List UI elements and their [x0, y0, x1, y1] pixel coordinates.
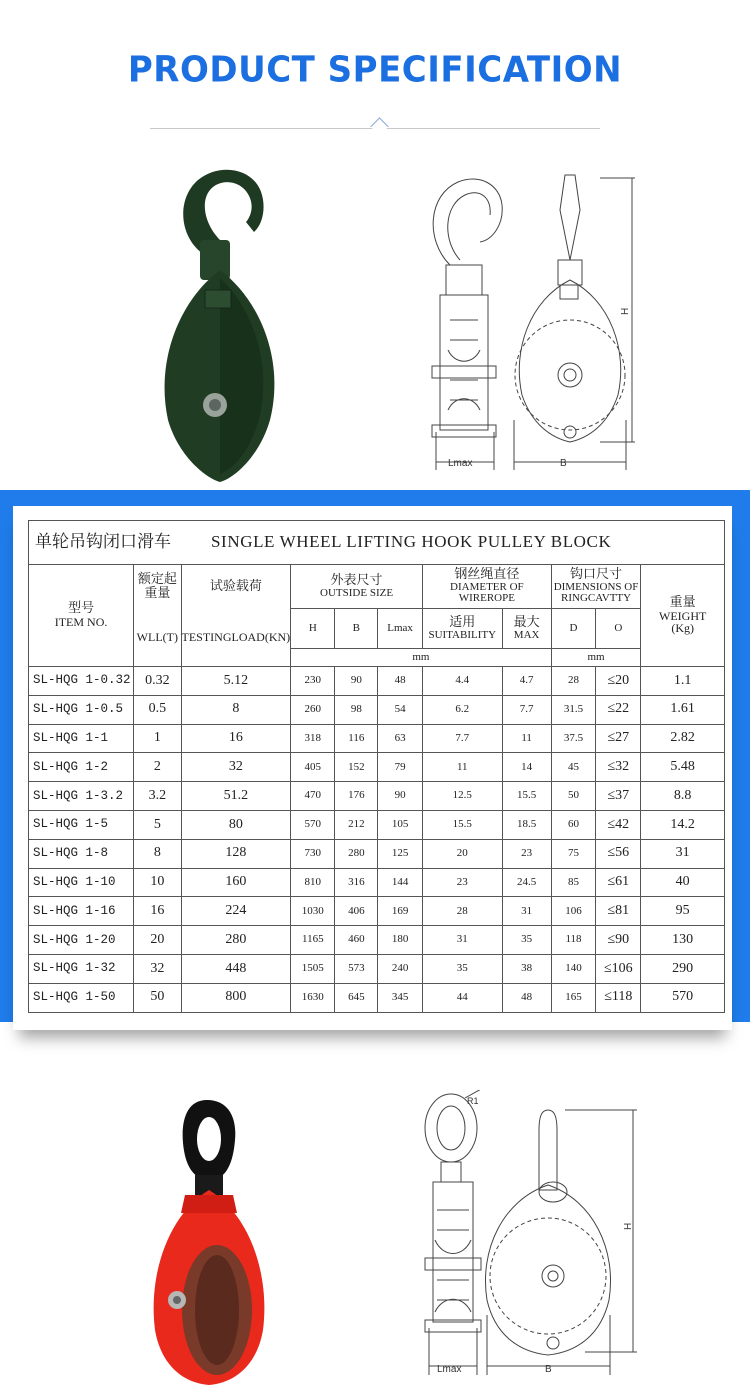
cell-d: 50: [551, 782, 596, 811]
cell-lmax: 144: [378, 868, 423, 897]
cell-suit: 15.5: [422, 810, 502, 839]
cell-suit: 20: [422, 839, 502, 868]
cell-b: 116: [335, 724, 378, 753]
cell-test: 51.2: [181, 782, 291, 811]
cell-h: 730: [291, 839, 335, 868]
cell-d: 85: [551, 868, 596, 897]
cell-weight: 290: [641, 954, 725, 983]
cell-suit: 31: [422, 926, 502, 955]
cell-h: 810: [291, 868, 335, 897]
header-wll-en: WLL(T): [134, 609, 181, 667]
table-row: [29, 868, 725, 897]
cell-max: 14: [502, 753, 551, 782]
cell-weight: 1.61: [641, 695, 725, 724]
r1-label: R1: [467, 1096, 479, 1106]
cell-b: 573: [335, 954, 378, 983]
h-label-top: H: [620, 307, 631, 315]
cell-suit: 28: [422, 897, 502, 926]
cell-max: 23: [502, 839, 551, 868]
cell-item: SL-HQG 1-2: [29, 753, 134, 782]
cell-b: 280: [335, 839, 378, 868]
header-item-cn: 型号: [68, 601, 95, 617]
header-wll-cn: 额定起重量: [134, 565, 181, 609]
hook-pulley-photo-green: [150, 160, 290, 485]
cell-o: ≤90: [596, 926, 641, 955]
header-suitability: 适用 SUITABILITY: [422, 609, 502, 649]
cell-wll: 0.32: [134, 667, 181, 696]
cell-test: 80: [181, 810, 291, 839]
header-test-en: TESTINGLOAD(KN): [181, 609, 291, 667]
cell-lmax: 345: [378, 983, 423, 1012]
header-max: 最大 MAX: [502, 609, 551, 649]
cell-d: 60: [551, 810, 596, 839]
cell-max: 48: [502, 983, 551, 1012]
cell-max: 11: [502, 724, 551, 753]
table-row: [29, 724, 725, 753]
header-item-en: ITEM NO.: [54, 615, 108, 630]
title-divider-notch: [370, 117, 388, 135]
cell-d: 140: [551, 954, 596, 983]
cell-wll: 1: [134, 724, 181, 753]
table-row: [29, 983, 725, 1012]
cell-lmax: 125: [378, 839, 423, 868]
cell-test: 160: [181, 868, 291, 897]
cell-h: 260: [291, 695, 335, 724]
cell-o: ≤118: [596, 983, 641, 1012]
cell-test: 32: [181, 753, 291, 782]
cell-wll: 16: [134, 897, 181, 926]
cell-suit: 6.2: [422, 695, 502, 724]
header-rope: 钢丝绳直径 DIAMETER OF WIREROPE: [422, 565, 551, 609]
cell-b: 406: [335, 897, 378, 926]
cell-b: 98: [335, 695, 378, 724]
cell-h: 470: [291, 782, 335, 811]
cell-wll: 5: [134, 810, 181, 839]
cell-o: ≤56: [596, 839, 641, 868]
cell-item: SL-HQG 1-1: [29, 724, 134, 753]
cell-o: ≤32: [596, 753, 641, 782]
cell-wll: 10: [134, 868, 181, 897]
cell-b: 152: [335, 753, 378, 782]
cell-d: 165: [551, 983, 596, 1012]
cell-h: 1505: [291, 954, 335, 983]
table-row: [29, 810, 725, 839]
header-weight: 重量 WEIGHT (Kg): [641, 565, 725, 667]
cell-test: 16: [181, 724, 291, 753]
page-title: PRODUCT SPECIFICATION: [127, 49, 623, 91]
b-label-top: B: [560, 458, 567, 469]
table-row: [29, 695, 725, 724]
cell-h: 1630: [291, 983, 335, 1012]
table-row: [29, 926, 725, 955]
header-unit-mm: mm: [291, 649, 552, 667]
table-row: [29, 839, 725, 868]
b-label-bottom: B: [545, 1364, 552, 1375]
cell-item: SL-HQG 1-3.2: [29, 782, 134, 811]
cell-max: 31: [502, 897, 551, 926]
table-row: [29, 782, 725, 811]
spec-table: [28, 520, 725, 1013]
cell-h: 318: [291, 724, 335, 753]
cell-wll: 8: [134, 839, 181, 868]
cell-weight: 8.8: [641, 782, 725, 811]
cell-d: 37.5: [551, 724, 596, 753]
header-ring: 钩口尺寸 DIMENSIONS OF RINGCAVTTY: [551, 565, 641, 609]
header-test-cn: 试验载荷: [181, 565, 291, 609]
cell-lmax: 54: [378, 695, 423, 724]
cell-d: 45: [551, 753, 596, 782]
hook-pulley-drawing-top: [410, 170, 640, 475]
cell-o: ≤22: [596, 695, 641, 724]
cell-test: 224: [181, 897, 291, 926]
eye-pulley-photo-red: [145, 1095, 285, 1385]
cell-item: SL-HQG 1-8: [29, 839, 134, 868]
lmax-label-bottom: Lmax: [437, 1364, 462, 1375]
cell-o: ≤61: [596, 868, 641, 897]
cell-suit: 4.4: [422, 667, 502, 696]
header-lmax: Lmax: [378, 609, 423, 649]
cell-b: 645: [335, 983, 378, 1012]
cell-weight: 1.1: [641, 667, 725, 696]
lmax-label-top: Lmax: [448, 458, 473, 469]
cell-weight: 570: [641, 983, 725, 1012]
cell-o: ≤106: [596, 954, 641, 983]
cell-max: 4.7: [502, 667, 551, 696]
cell-weight: 2.82: [641, 724, 725, 753]
cell-item: SL-HQG 1-0.5: [29, 695, 134, 724]
cell-wll: 50: [134, 983, 181, 1012]
cell-lmax: 63: [378, 724, 423, 753]
cell-item: SL-HQG 1-20: [29, 926, 134, 955]
cell-suit: 35: [422, 954, 502, 983]
header-b: B: [335, 609, 378, 649]
eye-pulley-drawing-bottom: [405, 1090, 640, 1380]
cell-b: 212: [335, 810, 378, 839]
cell-o: ≤37: [596, 782, 641, 811]
table-row: [29, 897, 725, 926]
cell-test: 128: [181, 839, 291, 868]
cell-item: SL-HQG 1-50: [29, 983, 134, 1012]
cell-test: 8: [181, 695, 291, 724]
cell-o: ≤81: [596, 897, 641, 926]
cell-weight: 40: [641, 868, 725, 897]
cell-max: 38: [502, 954, 551, 983]
cell-weight: 14.2: [641, 810, 725, 839]
table-row: [29, 954, 725, 983]
header-h: H: [291, 609, 335, 649]
cell-lmax: 48: [378, 667, 423, 696]
cell-item: SL-HQG 1-10: [29, 868, 134, 897]
cell-d: 106: [551, 897, 596, 926]
cell-lmax: 169: [378, 897, 423, 926]
cell-max: 18.5: [502, 810, 551, 839]
cell-o: ≤42: [596, 810, 641, 839]
cell-max: 7.7: [502, 695, 551, 724]
cell-suit: 23: [422, 868, 502, 897]
cell-o: ≤27: [596, 724, 641, 753]
cell-suit: 7.7: [422, 724, 502, 753]
cell-item: SL-HQG 1-32: [29, 954, 134, 983]
cell-test: 280: [181, 926, 291, 955]
cell-d: 31.5: [551, 695, 596, 724]
cell-lmax: 240: [378, 954, 423, 983]
cell-weight: 31: [641, 839, 725, 868]
cell-suit: 11: [422, 753, 502, 782]
cell-max: 24.5: [502, 868, 551, 897]
cell-wll: 2: [134, 753, 181, 782]
cell-wll: 3.2: [134, 782, 181, 811]
cell-max: 15.5: [502, 782, 551, 811]
header-unit-mm-ring: mm: [551, 649, 641, 667]
cell-d: 28: [551, 667, 596, 696]
cell-lmax: 90: [378, 782, 423, 811]
cell-d: 118: [551, 926, 596, 955]
cell-h: 230: [291, 667, 335, 696]
cell-d: 75: [551, 839, 596, 868]
cell-h: 570: [291, 810, 335, 839]
cell-item: SL-HQG 1-16: [29, 897, 134, 926]
header-item: [29, 565, 134, 667]
caption-en: SINGLE WHEEL LIFTING HOOK PULLEY BLOCK: [211, 532, 612, 552]
header-d: D: [551, 609, 596, 649]
cell-b: 460: [335, 926, 378, 955]
cell-h: 1030: [291, 897, 335, 926]
header-o: O: [596, 609, 641, 649]
cell-test: 800: [181, 983, 291, 1012]
table-row: [29, 667, 725, 696]
cell-max: 35: [502, 926, 551, 955]
caption-cn: 单轮吊钩闭口滑车: [35, 532, 171, 553]
cell-lmax: 105: [378, 810, 423, 839]
table-caption: [29, 521, 725, 565]
cell-wll: 0.5: [134, 695, 181, 724]
cell-weight: 5.48: [641, 753, 725, 782]
spec-sheet: [13, 506, 732, 1030]
cell-wll: 20: [134, 926, 181, 955]
cell-weight: 130: [641, 926, 725, 955]
cell-item: SL-HQG 1-5: [29, 810, 134, 839]
h-label-bottom: H: [623, 1222, 634, 1230]
cell-weight: 95: [641, 897, 725, 926]
cell-h: 405: [291, 753, 335, 782]
cell-b: 176: [335, 782, 378, 811]
cell-lmax: 180: [378, 926, 423, 955]
cell-lmax: 79: [378, 753, 423, 782]
cell-item: SL-HQG 1-0.32: [29, 667, 134, 696]
cell-o: ≤20: [596, 667, 641, 696]
cell-h: 1165: [291, 926, 335, 955]
cell-suit: 44: [422, 983, 502, 1012]
cell-b: 316: [335, 868, 378, 897]
cell-b: 90: [335, 667, 378, 696]
cell-wll: 32: [134, 954, 181, 983]
cell-test: 448: [181, 954, 291, 983]
header-outside: 外表尺寸 OUTSIDE SIZE: [291, 565, 423, 609]
cell-suit: 12.5: [422, 782, 502, 811]
table-row: [29, 753, 725, 782]
cell-test: 5.12: [181, 667, 291, 696]
